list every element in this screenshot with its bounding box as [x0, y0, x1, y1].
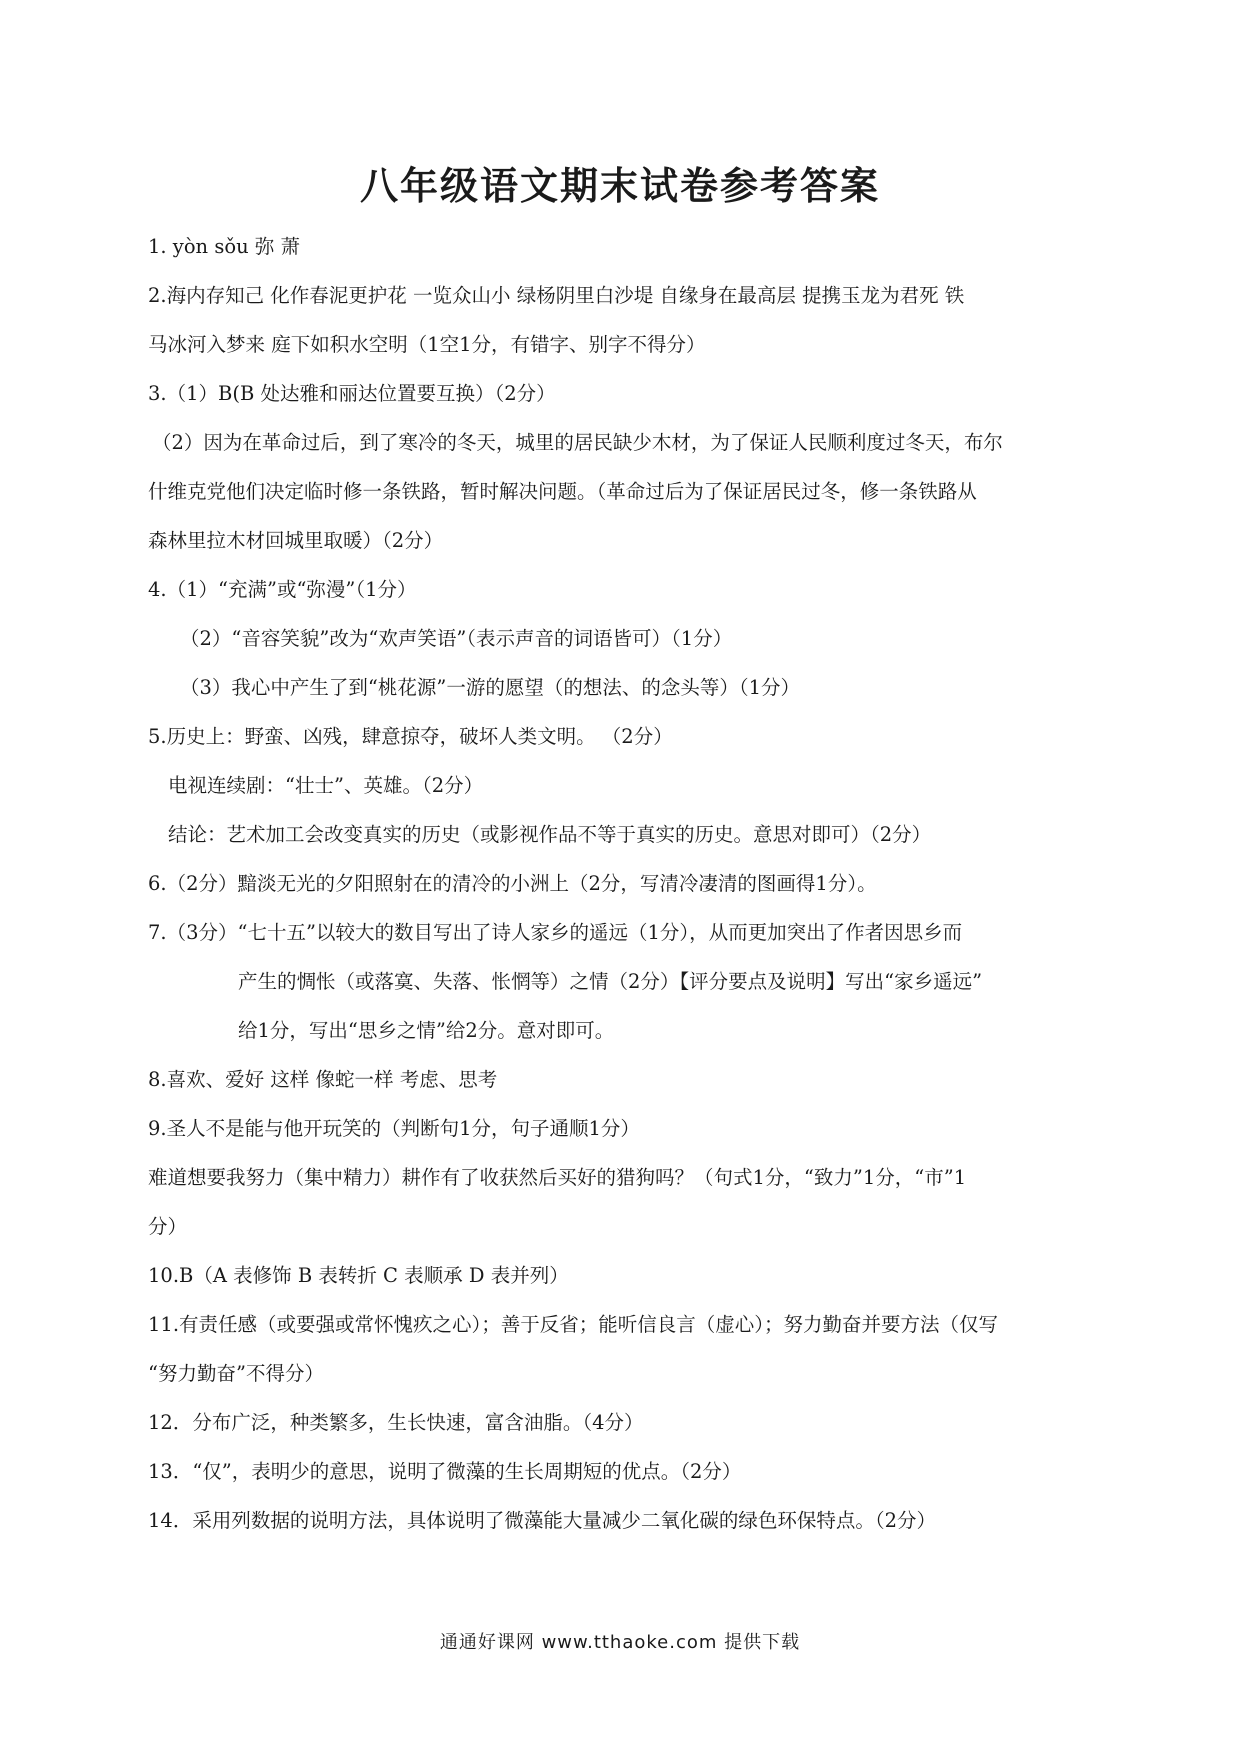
- answer-line-3-2: （2）因为在革命过后，到了寒冷的冬天，城里的居民缺少木材，为了保证人民顺利度过冬天，布尔: [152, 431, 1003, 454]
- answer-line-12: 12．分布广泛，种类繁多，生长快速，富含油脂。（4分）: [148, 1411, 644, 1434]
- answer-line-5-tv: 电视连续剧：“壮士”、英雄。（2分）: [168, 774, 484, 797]
- footer-download-note: 通通好课网 www.tthaoke.com 提供下载: [439, 1632, 801, 1653]
- answer-line-11-cont: “努力勤奋”不得分）: [148, 1362, 324, 1385]
- answer-line-5: 5.历史上：野蛮、凶残，肆意掠夺，破坏人类文明。 （2分）: [148, 725, 673, 748]
- answer-line-9-2: 难道想要我努力（集中精力）耕作有了收获然后买好的猎狗吗？（句式1分，“致力”1分，“市”1: [148, 1166, 967, 1189]
- answer-line-10: 10.B（A 表修饰 B 表转折 C 表顺承 D 表并列）: [148, 1264, 569, 1287]
- answer-line-1: 1. yòn sǒu 弥 萧: [148, 235, 301, 258]
- answer-line-14: 14．采用列数据的说明方法，具体说明了微藻能大量减少二氧化碳的绿色环保特点。（2分）: [148, 1509, 936, 1532]
- answer-line-3: 3.（1）B(B 处达雅和丽达位置要互换）（2分）: [148, 382, 556, 405]
- answer-line-4-3: （3）我心中产生了到“桃花源”一游的愿望（的想法、的念头等）（1分）: [180, 676, 801, 699]
- answer-list: [148, 222, 1098, 1545]
- answer-line-4-2: （2）“音容笑貌”改为“欢声笑语”（表示声音的词语皆可）（1分）: [180, 627, 733, 650]
- answer-line-7: 7.（3分）“七十五”以较大的数目写出了诗人家乡的遥远（1分），从而更加突出了作者因思乡而: [148, 921, 963, 944]
- answer-line-2: 2.海内存知己 化作春泥更护花 一览众山小 绿杨阴里白沙堤 自缘身在最高层 提携玉龙为君死 铁: [148, 284, 965, 307]
- answer-line-5-conclusion: 结论：艺术加工会改变真实的历史（或影视作品不等于真实的历史。意思对即可）（2分）: [168, 823, 932, 846]
- answer-line-3-2-cont-a: 什维克党他们决定临时修一条铁路，暂时解决问题。（革命过后为了保证居民过冬，修一条铁路从: [148, 480, 977, 503]
- answer-line-11: 11.有责任感（或要强或常怀愧疚之心）；善于反省；能听信良言（虚心）；努力勤奋并要方法（仅写: [148, 1313, 999, 1336]
- document-title: 八年级语文期末试卷参考答案: [359, 164, 880, 208]
- answer-line-9-2-cont: 分）: [148, 1215, 188, 1238]
- answer-line-7-cont-a: 产生的惆怅（或落寞、失落、怅惘等）之情（2分）【评分要点及说明】写出“家乡遥远”: [238, 970, 983, 993]
- answer-line-4: 4.（1）“充满”或“弥漫”（1分）: [148, 578, 417, 601]
- answer-line-7-cont-b: 给1分，写出“思乡之情”给2分。意对即可。: [238, 1019, 615, 1042]
- answer-line-13: 13．“仅”，表明少的意思，说明了微藻的生长周期短的优点。（2分）: [148, 1460, 742, 1483]
- answer-line-6: 6.（2分）黯淡无光的夕阳照射在的清冷的小洲上（2分，写清冷凄清的图画得1分）。: [148, 872, 877, 895]
- answer-line-2-cont: 马冰河入梦来 庭下如积水空明（1空1分，有错字、别字不得分）: [148, 333, 706, 356]
- answer-line-8: 8.喜欢、爱好 这样 像蛇一样 考虑、思考: [148, 1068, 498, 1091]
- answer-line-9: 9.圣人不是能与他开玩笑的（判断句1分，句子通顺1分）: [148, 1117, 640, 1140]
- answer-line-3-2-cont-b: 森林里拉木材回城里取暖）（2分）: [148, 529, 444, 552]
